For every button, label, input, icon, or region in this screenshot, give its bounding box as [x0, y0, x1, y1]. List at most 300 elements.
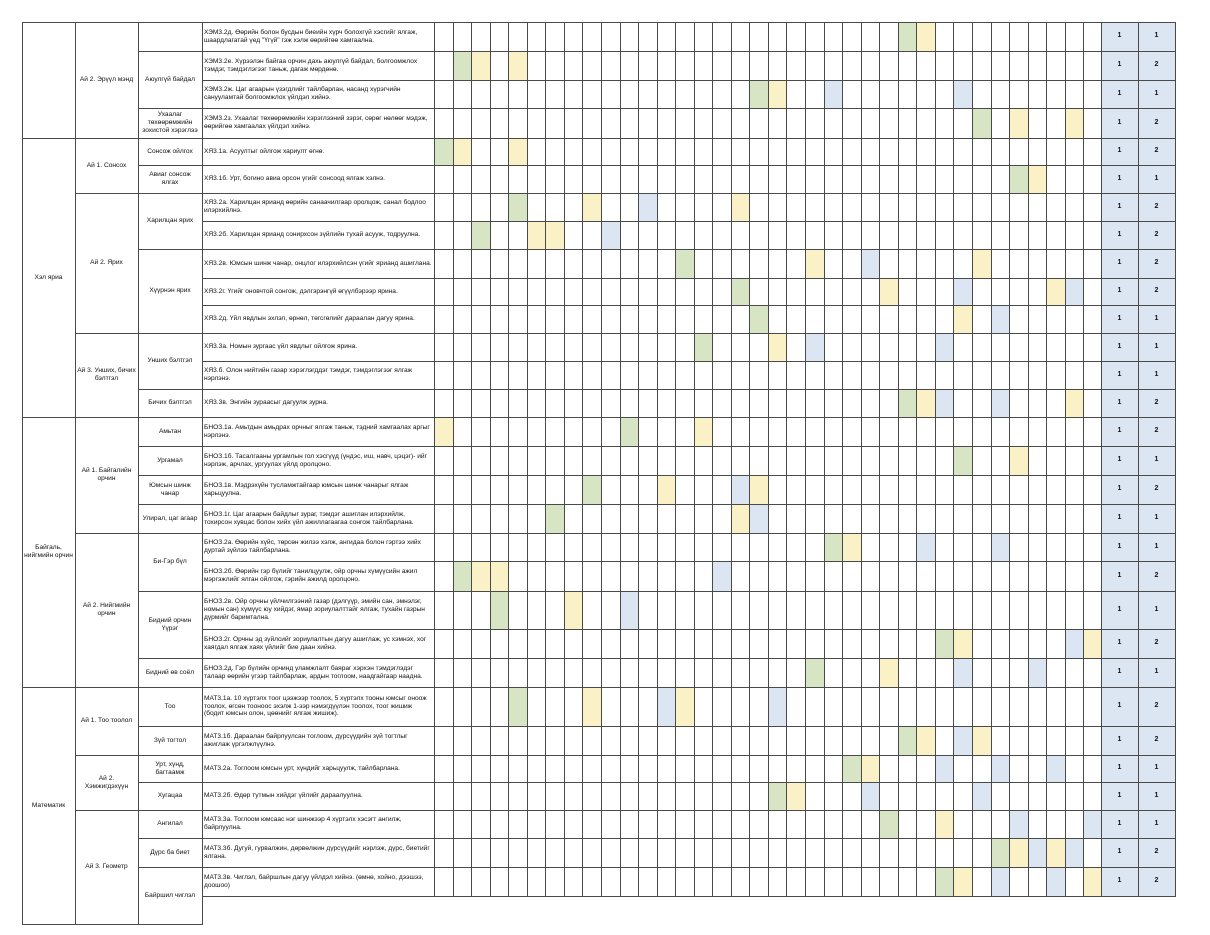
grid-cell [1083, 108, 1103, 139]
grid-cell [471, 305, 491, 334]
grid-cell [527, 278, 546, 306]
mark-cell [508, 138, 528, 166]
mark-cell [935, 389, 954, 418]
grid-cell [527, 446, 546, 476]
grid-cell [1028, 333, 1047, 362]
grid-cell [1065, 417, 1084, 447]
grid-cell [490, 22, 509, 52]
grid-cell [935, 221, 954, 250]
grid-cell [916, 810, 936, 839]
topic-label: Улирал, цаг агаар [142, 514, 198, 522]
grid-cell [972, 629, 992, 659]
grid-cell [935, 417, 954, 447]
grid-cell [879, 80, 899, 109]
grid-cell [972, 687, 992, 727]
count-value: 2 [1154, 485, 1159, 493]
grid-cell [620, 629, 639, 659]
grid-cell [638, 726, 658, 756]
grid-cell [453, 755, 472, 783]
count-value: 1 [1117, 736, 1122, 744]
grid-cell [434, 475, 454, 505]
mark-cell [749, 80, 769, 109]
grid-cell [731, 361, 750, 390]
grid-cell [1028, 782, 1047, 811]
subject-label: Математик [31, 801, 66, 809]
grid-cell [1028, 629, 1047, 659]
grid-cell [916, 755, 936, 783]
grid-cell [601, 687, 621, 727]
mark-cell [953, 867, 973, 897]
grid-cell [786, 80, 806, 109]
grid-cell [879, 305, 899, 334]
grid-cell [564, 22, 583, 52]
grid-cell [731, 687, 750, 727]
grid-cell [786, 221, 806, 250]
grid-cell [712, 80, 732, 109]
mark-cell [731, 193, 750, 222]
grid-cell [824, 278, 843, 306]
grid-cell [638, 533, 658, 562]
grid-cell [508, 305, 528, 334]
topic-label: Тоо [164, 702, 176, 710]
grid-cell [601, 782, 621, 811]
grid-cell [1083, 278, 1103, 306]
grid-cell [824, 22, 843, 52]
grid-cell [749, 417, 769, 447]
grid-cell [1009, 361, 1029, 390]
grid-cell [490, 361, 509, 390]
grid-cell [712, 591, 732, 630]
grid-cell [991, 278, 1010, 306]
grid-cell [527, 629, 546, 659]
outcome-text: БНОЗ.2г. Орчны эд зүйлсийг зориулалтын дагуу ашиглаж, ус хэмнэх, хог хаягдал ялгаж хаях үйлийг бие даан хийнэ. [204, 635, 427, 651]
grid-cell [508, 591, 528, 630]
grid-cell [453, 193, 472, 222]
count-value: 1 [1154, 668, 1159, 676]
grid-cell [916, 658, 936, 688]
grid-cell [972, 333, 992, 362]
grid-cell [620, 726, 639, 756]
grid-cell [916, 629, 936, 659]
grid-cell [916, 278, 936, 306]
grid-cell [490, 165, 509, 194]
grid-cell [972, 417, 992, 447]
grid-cell [842, 658, 862, 688]
mark-cell [508, 51, 528, 81]
mark-cell [953, 305, 973, 334]
mark-cell [1065, 629, 1084, 659]
grid-cell [620, 561, 639, 592]
mark-cell [768, 687, 787, 727]
grid-cell [508, 561, 528, 592]
count-value: 2 [1154, 259, 1159, 267]
grid-cell [861, 504, 880, 534]
grid-cell [675, 838, 695, 868]
grid-cell [953, 504, 973, 534]
mark-cell [1065, 838, 1084, 868]
grid-cell [898, 591, 917, 630]
count-value: 1 [1117, 398, 1122, 406]
grid-cell [1028, 726, 1047, 756]
grid-cell [545, 305, 565, 334]
grid-cell [953, 475, 973, 505]
grid-cell [453, 867, 472, 897]
mark-cell [768, 333, 787, 362]
grid-cell [824, 591, 843, 630]
grid-cell [879, 108, 899, 139]
mark-cell [490, 591, 509, 630]
mark-cell [935, 629, 954, 659]
grid-cell [712, 475, 732, 505]
grid-cell [545, 249, 565, 279]
grid-cell [694, 51, 713, 81]
grid-cell [824, 504, 843, 534]
grid-cell [694, 361, 713, 390]
grid-cell [861, 305, 880, 334]
grid-cell [1083, 591, 1103, 630]
grid-cell [490, 629, 509, 659]
mark-cell [916, 726, 936, 756]
grid-cell [582, 278, 602, 306]
mark-cell [564, 591, 583, 630]
grid-cell [861, 838, 880, 868]
grid-cell [1083, 193, 1103, 222]
grid-cell [898, 658, 917, 688]
grid-cell [749, 389, 769, 418]
grid-cell [916, 165, 936, 194]
grid-cell [675, 755, 695, 783]
grid-cell [805, 389, 825, 418]
grid-cell [935, 108, 954, 139]
grid-cell [564, 475, 583, 505]
grid-cell [564, 333, 583, 362]
grid-cell [768, 361, 787, 390]
grid-cell [508, 80, 528, 109]
grid-cell [731, 561, 750, 592]
outcome-text: МАТ3.1а. 10 хүртэлх тоог цээжээр тоолох, 5 хүртэлх тооны юмсыг оноож тоолох, өгсөн тооноос эхэлж 1-ээр нэмэгдүүлэн тоолох, тоог жишиж (бодит юмсын олон, цөөнийг ялгаж жишиж). [204, 694, 427, 718]
grid-cell [1065, 446, 1084, 476]
grid-cell [1009, 249, 1029, 279]
count-value: 1 [1117, 848, 1122, 856]
grid-cell [453, 361, 472, 390]
grid-cell [768, 533, 787, 562]
grid-cell [972, 165, 992, 194]
grid-cell [842, 249, 862, 279]
grid-cell [712, 193, 732, 222]
grid-cell [471, 687, 491, 727]
grid-cell [768, 108, 787, 139]
grid-cell [916, 249, 936, 279]
grid-cell [1065, 755, 1084, 783]
count-value: 2 [1154, 118, 1159, 126]
grid-cell [527, 810, 546, 839]
grid-cell [620, 446, 639, 476]
grid-cell [898, 138, 917, 166]
grid-cell [582, 305, 602, 334]
grid-cell [935, 165, 954, 194]
grid-cell [434, 305, 454, 334]
grid-cell [953, 838, 973, 868]
grid-cell [582, 22, 602, 52]
grid-cell [991, 80, 1010, 109]
grid-cell [620, 165, 639, 194]
grid-cell [842, 193, 862, 222]
grid-cell [1009, 533, 1029, 562]
grid-cell [991, 108, 1010, 139]
grid-cell [898, 333, 917, 362]
grid-cell [991, 417, 1010, 447]
grid-cell [545, 867, 565, 897]
grid-cell [749, 838, 769, 868]
grid-cell [935, 533, 954, 562]
grid-cell [1083, 361, 1103, 390]
grid-cell [527, 333, 546, 362]
mark-cell [768, 782, 787, 811]
grid-cell [694, 80, 713, 109]
grid-cell [1065, 80, 1084, 109]
grid-cell [434, 726, 454, 756]
count-value: 1 [1154, 32, 1159, 40]
grid-cell [898, 755, 917, 783]
grid-cell [972, 533, 992, 562]
grid-cell [1009, 726, 1029, 756]
unit-label: Ай 2. Нийгмийн орчин [82, 602, 131, 617]
grid-cell [582, 165, 602, 194]
grid-cell [694, 755, 713, 783]
grid-cell [675, 658, 695, 688]
grid-cell [620, 138, 639, 166]
grid-cell [786, 333, 806, 362]
grid-cell [898, 475, 917, 505]
grid-cell [879, 591, 899, 630]
mark-cell [1065, 278, 1084, 306]
mark-cell [991, 533, 1010, 562]
grid-cell [731, 658, 750, 688]
grid-cell [1065, 475, 1084, 505]
mark-cell [935, 755, 954, 783]
grid-cell [749, 165, 769, 194]
mark-cell [527, 221, 546, 250]
grid-cell [564, 305, 583, 334]
grid-cell [712, 138, 732, 166]
grid-cell [842, 687, 862, 727]
grid-cell [1009, 51, 1029, 81]
topic-label: Зүй тогтол [153, 736, 187, 744]
grid-cell [1083, 22, 1103, 52]
grid-cell [842, 333, 862, 362]
mark-cell [879, 278, 899, 306]
grid-cell [991, 629, 1010, 659]
grid-cell [564, 446, 583, 476]
grid-cell [657, 305, 676, 334]
grid-cell [657, 51, 676, 81]
topic-label: Бидний өв соёл [145, 668, 195, 676]
mark-cell [749, 305, 769, 334]
grid-cell [453, 221, 472, 250]
grid-cell [935, 51, 954, 81]
grid-cell [749, 810, 769, 839]
grid-cell [545, 810, 565, 839]
count-value: 1 [1117, 89, 1122, 97]
grid-cell [1065, 782, 1084, 811]
grid-cell [657, 838, 676, 868]
grid-cell [731, 165, 750, 194]
grid-cell [453, 417, 472, 447]
grid-cell [991, 687, 1010, 727]
grid-cell [1028, 80, 1047, 109]
grid-cell [824, 810, 843, 839]
grid-cell [861, 165, 880, 194]
grid-cell [805, 782, 825, 811]
grid-cell [675, 333, 695, 362]
grid-cell [898, 361, 917, 390]
grid-cell [434, 533, 454, 562]
grid-cell [731, 51, 750, 81]
grid-cell [1046, 165, 1066, 194]
grid-cell [972, 658, 992, 688]
grid-cell [638, 687, 658, 727]
count-value: 2 [1154, 639, 1159, 647]
grid-cell [786, 726, 806, 756]
grid-cell [508, 658, 528, 688]
count-value: 2 [1154, 147, 1159, 155]
grid-cell [768, 193, 787, 222]
grid-cell [1009, 80, 1029, 109]
grid-cell [879, 782, 899, 811]
grid-cell [694, 726, 713, 756]
grid-cell [842, 782, 862, 811]
grid-cell [675, 810, 695, 839]
grid-cell [471, 810, 491, 839]
grid-cell [712, 867, 732, 897]
mark-cell [471, 221, 491, 250]
grid-cell [861, 278, 880, 306]
grid-cell [545, 108, 565, 139]
grid-cell [694, 867, 713, 897]
grid-cell [916, 361, 936, 390]
grid-cell [434, 687, 454, 727]
grid-cell [638, 249, 658, 279]
grid-cell [1028, 687, 1047, 727]
grid-cell [638, 22, 658, 52]
grid-cell [582, 138, 602, 166]
grid-cell [675, 221, 695, 250]
grid-cell [972, 361, 992, 390]
grid-cell [991, 504, 1010, 534]
grid-cell [490, 755, 509, 783]
grid-cell [749, 138, 769, 166]
grid-cell [712, 108, 732, 139]
mark-cell [582, 475, 602, 505]
grid-cell [1065, 138, 1084, 166]
grid-cell [1028, 755, 1047, 783]
grid-cell [490, 221, 509, 250]
grid-cell [712, 629, 732, 659]
grid-cell [545, 417, 565, 447]
grid-cell [657, 810, 676, 839]
count-value: 1 [1117, 605, 1122, 613]
grid-cell [1046, 726, 1066, 756]
count-value: 1 [1117, 668, 1122, 676]
grid-cell [638, 417, 658, 447]
count-value: 1 [1117, 32, 1122, 40]
grid-cell [527, 475, 546, 505]
mark-cell [805, 249, 825, 279]
mark-cell [620, 591, 639, 630]
grid-cell [545, 838, 565, 868]
grid-cell [601, 417, 621, 447]
grid-cell [1046, 138, 1066, 166]
grid-cell [471, 389, 491, 418]
grid-cell [953, 165, 973, 194]
grid-cell [935, 80, 954, 109]
grid-cell [842, 361, 862, 390]
topic-label: Харилцан ярих [146, 217, 194, 225]
grid-cell [935, 249, 954, 279]
grid-cell [564, 361, 583, 390]
grid-cell [712, 687, 732, 727]
grid-cell [861, 591, 880, 630]
count-value: 2 [1154, 230, 1159, 238]
grid-cell [1065, 504, 1084, 534]
mark-cell [712, 561, 732, 592]
grid-cell [1009, 629, 1029, 659]
grid-cell [824, 51, 843, 81]
mark-cell [953, 726, 973, 756]
grid-cell [879, 504, 899, 534]
grid-cell [545, 278, 565, 306]
mark-cell [953, 446, 973, 476]
grid-cell [935, 726, 954, 756]
grid-cell [1009, 591, 1029, 630]
grid-cell [545, 389, 565, 418]
grid-cell [508, 782, 528, 811]
mark-cell [898, 22, 917, 52]
grid-cell [1009, 417, 1029, 447]
grid-cell [898, 687, 917, 727]
grid-cell [898, 533, 917, 562]
grid-cell [657, 193, 676, 222]
grid-cell [434, 561, 454, 592]
grid-cell [453, 278, 472, 306]
grid-cell [731, 221, 750, 250]
mark-cell [508, 687, 528, 727]
outcome-text: ХЯ3.2б. Харилцан ярианд сонирхсон зүйлийн тухай асууж, тодруулна. [204, 231, 421, 239]
grid-cell [824, 221, 843, 250]
grid-cell [620, 22, 639, 52]
grid-cell [1083, 561, 1103, 592]
grid-cell [768, 51, 787, 81]
grid-cell [842, 475, 862, 505]
grid-cell [824, 361, 843, 390]
grid-cell [694, 561, 713, 592]
grid-cell [898, 867, 917, 897]
grid-cell [620, 838, 639, 868]
grid-cell [471, 533, 491, 562]
mark-cell [1009, 108, 1029, 139]
grid-cell [1065, 305, 1084, 334]
grid-cell [490, 504, 509, 534]
grid-cell [1046, 417, 1066, 447]
grid-cell [786, 475, 806, 505]
mark-cell [453, 561, 472, 592]
grid-cell [861, 22, 880, 52]
grid-cell [620, 389, 639, 418]
grid-cell [731, 108, 750, 139]
grid-cell [1046, 475, 1066, 505]
count-value: 1 [1154, 764, 1159, 772]
topic-label: Ухаалаг төхөөрөмжийн зохистой хэрэглээ [142, 111, 198, 134]
